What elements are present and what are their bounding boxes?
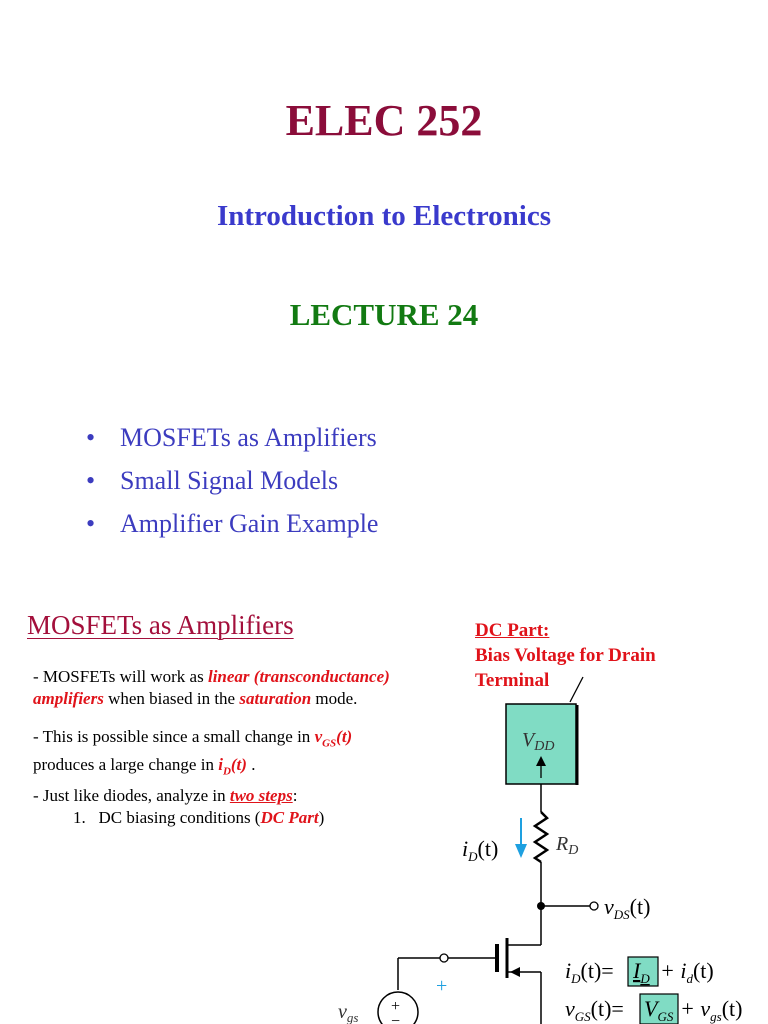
- bullet-label: Amplifier Gain Example: [120, 509, 379, 538]
- math-symbol: i: [218, 755, 223, 775]
- eq1-lhs: i: [565, 958, 572, 983]
- bullet-icon: •: [86, 509, 96, 538]
- text: ): [318, 808, 325, 827]
- bullet-label: MOSFETs as Amplifiers: [120, 423, 377, 452]
- svg-text:vDS(t): [604, 894, 650, 922]
- svg-text:+ id(t): [660, 958, 714, 986]
- slide-title: ELEC 252: [285, 96, 483, 145]
- eq2-mid: (t)=: [590, 996, 624, 1021]
- eq2-box-symbol: V: [644, 996, 658, 1021]
- eq1-lhs-sub: D: [571, 971, 581, 986]
- text: - MOSFETs will work as: [33, 667, 208, 686]
- svg-text:iD(t): [462, 836, 498, 864]
- eq1-box-sub: D: [640, 971, 650, 986]
- output-terminal: [590, 902, 598, 910]
- eq2-rhs: + v: [680, 996, 711, 1021]
- dc-part-desc: Bias Voltage for Drain: [475, 645, 656, 666]
- eq2-lhs: v: [565, 996, 575, 1021]
- eq2-box-sub: GS: [657, 1009, 674, 1024]
- dc-part-label: DC Part:: [475, 620, 550, 641]
- highlight-text: DC Part: [260, 808, 319, 827]
- svg-text:+ vgs(t): [680, 996, 742, 1024]
- eq2-lhs-sub: GS: [574, 1009, 591, 1024]
- mosfet-arrow-icon: [510, 967, 520, 977]
- bullet-icon: •: [86, 423, 96, 452]
- text: mode.: [311, 689, 358, 708]
- text: .: [246, 755, 256, 775]
- highlight-text: two steps: [229, 786, 293, 805]
- highlight-text: linear (transconductance): [207, 667, 390, 686]
- bullet-label: Small Signal Models: [120, 466, 339, 495]
- svg-text:vGS(t)=: [565, 996, 624, 1024]
- vds-paren: (t): [629, 894, 651, 919]
- vds-subscript: DS: [613, 907, 630, 922]
- highlight-text: saturation: [239, 689, 312, 708]
- text: when biased in the: [103, 689, 240, 708]
- vdd-label: V: [522, 729, 535, 751]
- math-subscript: GS: [322, 737, 337, 750]
- eq1-tail: (t): [692, 958, 714, 983]
- source-plus: +: [391, 998, 401, 1015]
- source-minus: −: [391, 1013, 401, 1024]
- svg-text:iD(t)=: [565, 958, 614, 986]
- id-paren: (t): [477, 836, 499, 861]
- gate-terminal: [440, 954, 448, 962]
- bullet-icon: •: [86, 466, 96, 495]
- svg-text:vgs: [338, 1001, 358, 1024]
- text: :: [292, 786, 298, 805]
- text: - Just like diodes, analyze in: [33, 786, 230, 805]
- vdd-subscript: DD: [534, 739, 555, 754]
- math-symbol: (t): [230, 755, 247, 775]
- pointer-line: [570, 677, 583, 702]
- vgs-source-subscript: gs: [346, 1010, 359, 1024]
- dc-part-desc: Terminal: [475, 670, 550, 691]
- current-arrow-icon: [515, 844, 527, 858]
- rd-subscript: D: [568, 843, 579, 858]
- text: produces a large change in: [33, 755, 219, 775]
- resistor-icon: [535, 812, 547, 862]
- id-label: i: [462, 836, 469, 861]
- eq2-tail: (t): [721, 996, 743, 1021]
- eq1-rhs-sub: d: [686, 971, 693, 986]
- math-subscript: D: [222, 765, 231, 778]
- id-subscript: D: [468, 849, 478, 864]
- rd-label: R: [556, 833, 569, 855]
- math-symbol: v: [314, 727, 323, 746]
- lecture-number: LECTURE 24: [289, 297, 479, 332]
- text: - This is possible since a small change in: [33, 727, 315, 746]
- eq2-rhs-sub: gs: [710, 1009, 722, 1024]
- text: DC biasing conditions (: [98, 808, 261, 827]
- vds-label: v: [604, 894, 614, 919]
- eq1-mid: (t)=: [580, 958, 614, 983]
- svg-text:RD: [555, 833, 578, 858]
- slide-subtitle: Introduction to Electronics: [216, 200, 552, 232]
- eq1-box-symbol: I: [633, 958, 641, 983]
- plus-sign: +: [436, 975, 448, 997]
- highlight-text: amplifiers: [33, 689, 104, 708]
- list-number: 1.: [73, 808, 86, 827]
- section-heading: MOSFETs as Amplifiers: [27, 610, 294, 640]
- math-symbol: (t): [336, 727, 353, 746]
- eq1-rhs: + i: [660, 958, 687, 983]
- vgs-source-label: v: [338, 1001, 347, 1023]
